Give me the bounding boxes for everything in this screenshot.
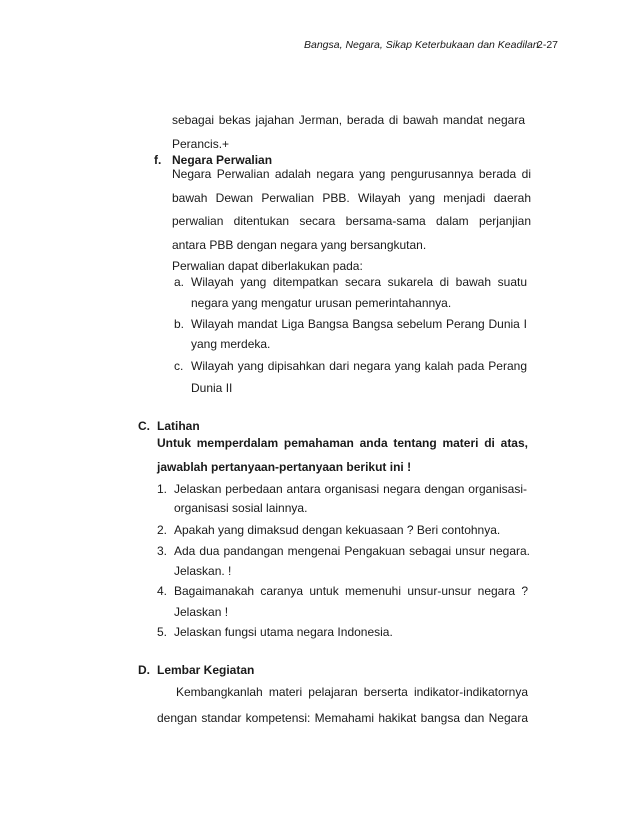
body-line: Negara Perwalian adalah negara yang pengurusannya berada di	[172, 167, 531, 181]
body-line: bawah Dewan Perwalian PBB. Wilayah yang menjadi daerah	[172, 191, 531, 205]
instruction-line: Untuk memperdalam pemahaman anda tentang materi di atas,	[157, 436, 528, 450]
body-line: Perancis.+	[172, 137, 230, 151]
body-line: Kembangkanlah materi pelajaran berserta indikator-indikatornya	[176, 685, 528, 699]
list-item-line: negara yang mengatur urusan pemerintahannya.	[191, 296, 452, 310]
section-marker: D.	[138, 663, 150, 677]
question-line: Apakah yang dimaksud dengan kekuasaan ? Beri contohnya.	[174, 523, 501, 537]
question-number: 2.	[157, 523, 168, 537]
list-item-line: Wilayah mandat Liga Bangsa Bangsa sebelum Perang Dunia I	[191, 317, 527, 331]
page-number: 2-27	[537, 39, 559, 51]
subsection-title: Negara Perwalian	[172, 153, 273, 167]
list-item-line: Wilayah yang ditempatkan secara sukarela di bawah suatu	[191, 275, 527, 289]
question-line: Ada dua pandangan mengenai Pengakuan sebagai unsur negara.	[174, 544, 530, 558]
section-title: Lembar Kegiatan	[157, 663, 255, 677]
body-line: perwalian ditentukan secara bersama-sama dalam perjanjian	[172, 214, 531, 228]
question-number: 5.	[157, 625, 168, 639]
question-line: Bagaimanakah caranya untuk memenuhi unsur-unsur negara ?	[174, 584, 528, 598]
section-title: Latihan	[157, 419, 200, 433]
list-marker: c.	[174, 359, 184, 373]
question-line: Jelaskan perbedaan antara organisasi negara dengan organisasi-	[174, 482, 527, 496]
instruction-line: jawablah pertanyaan-pertanyaan berikut ini !	[157, 460, 412, 474]
section-marker: C.	[138, 419, 150, 433]
body-line: sebagai bekas jajahan Jerman, berada di bawah mandat negara	[172, 113, 525, 127]
running-header: Bangsa, Negara, Sikap Keterbukaan dan Keadilan	[304, 39, 539, 51]
question-line: Jelaskan !	[174, 605, 229, 619]
question-line: Jelaskan. !	[174, 564, 232, 578]
question-number: 4.	[157, 584, 168, 598]
list-item-line: yang merdeka.	[191, 337, 271, 351]
body-line: antara PBB dengan negara yang bersangkutan.	[172, 238, 427, 252]
list-marker: b.	[174, 317, 185, 331]
body-line: Perwalian dapat diberlakukan pada:	[172, 259, 363, 273]
list-item-line: Wilayah yang dipisahkan dari negara yang kalah pada Perang	[191, 359, 527, 373]
list-item-line: Dunia II	[191, 381, 233, 395]
question-number: 3.	[157, 544, 168, 558]
list-marker: a.	[174, 275, 185, 289]
body-line: dengan standar kompetensi: Memahami hakikat bangsa dan Negara	[157, 711, 528, 725]
question-line: Jelaskan fungsi utama negara Indonesia.	[174, 625, 393, 639]
question-line: organisasi sosial lainnya.	[174, 501, 308, 515]
subsection-marker: f.	[154, 153, 162, 167]
question-number: 1.	[157, 482, 168, 496]
